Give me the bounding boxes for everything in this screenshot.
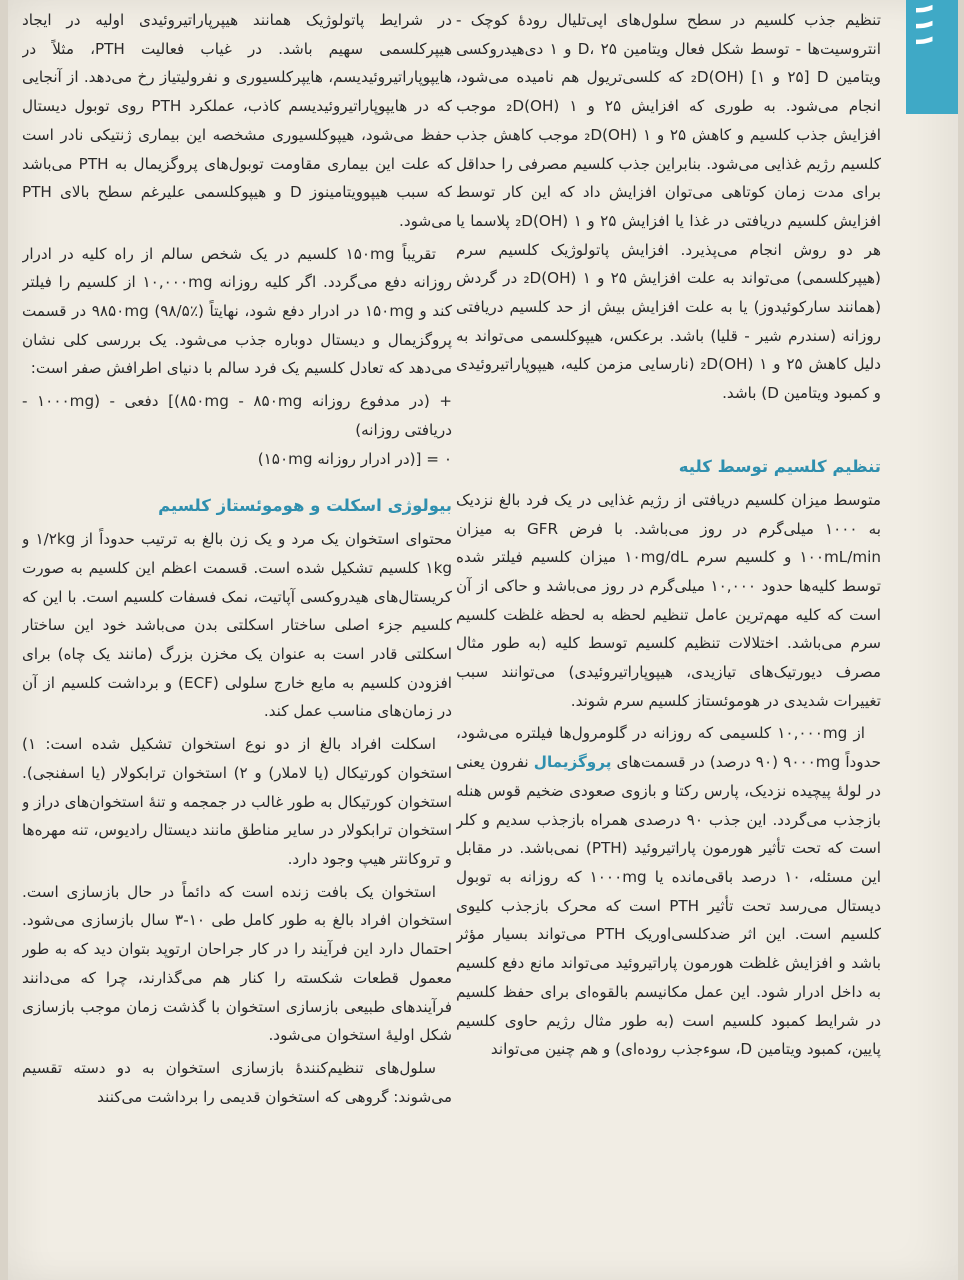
paragraph: محتوای استخوان یک مرد و یک زن بالغ به ترتیب حدوداً از ۱/۲kg و ۱kg کلسیم تشکیل شده است. قسمت اعظم این کلسیم به صورت کریستال‌های هیدروکسی آپاتیت، نمک فسفات کلسیم است. با این که کلسیم جزء اصلی ساختار اسکلتی بدن می‌باشد خود این ساختار اسکلتی قادر است به عنوان یک مخزن بزرگ (مانند یک چاه) برای افزودن کلسیم به مایع خارج سلولی (ECF) و برداشت کلسیم از آن در زمان‌های مناسب عمل کند. — [22, 530, 452, 721]
spacer — [456, 412, 881, 434]
side-tab-mark: ۱۱۱ — [909, 1, 940, 49]
paragraph: تنظیم جذب کلسیم در سطح سلول‌های اپی‌تلیال رودهٔ کوچک - انتروسیت‌ها - توسط شکل فعال ویتامین D، ۲۵ و ۱ دی‌هیدروکسی ویتامین D [۲۵ و ۱] (OH)₂D که کلسی‌تریول هم نامیده می‌شود، انجام می‌شود. به طوری که افزایش ۲۵ و ۱ (OH)₂D موجب افزایش جذب کلسیم و کاهش ۲۵ و ۱ (OH)₂D موجب کاهش جذب کلسیم رژیم غذایی می‌شود. بنابراین جذب کلسیم مصرفی را حداقل برای مدت زمان کوتاهی می‌توان افزایش داد که این کار توسط افزایش کلسیم دریافتی در غذا یا افزایش ۲۵ و ۱ (OH)₂D پلاسما یا هر دو روش انجام می‌پذیرد. افزایش پاتولوژیک کلسیم سرم (هیپرکلسمی) می‌تواند به علت افزایش ۲۵ و ۱ (OH)₂D در گردش (همانند سارکوئیدوز) یا به علت افزایش بیش از حد کلسیم دریافتی روزانه (سندرم شیر - قلیا) باشد. برعکس، هیپوکلسمی می‌تواند به دلیل کاهش ۲۵ و ۱ (OH)₂D (نارسایی مزمن کلیه، هیپوپاراتیروئیدی و کمبود ویتامین D) باشد. — [456, 11, 881, 403]
section-heading: بیولوژی اسکلت و هوموئستاز کلسیم — [158, 496, 452, 516]
right-column — [456, 6, 881, 1268]
paragraph: متوسط میزان کلسیم دریافتی از رژیم غذایی در یک فرد بالغ نزدیک به ۱۰۰۰ میلی‌گرم در روز می‌باشد. با فرض GFR به میزان ۱۰۰mL/min و کلسیم سرم ۱۰mg/dL میزان کلسیم فیلتر شده توسط کلیه‌ها حدود ۱۰,۰۰۰ میلی‌گرم در روز می‌باشد و حاکی از آن است که کلیه مهم‌ترین عامل تنظیم لحظه به لحظه غلظت کلسیم سرم می‌باشد. اختلالات تنظیم کلسیم توسط کلیه (به طور مثال مصرف دیورتیک‌های تیازیدی، هیپوپاراتیروئیدی) می‌توانند سبب تغییرات شدیدی در هوموئستاز کلسیم سرم شوند. — [456, 490, 881, 710]
paragraph: تقریباً ۱۵۰mg کلسیم در یک شخص سالم از راه کلیه در ادرار روزانه دفع می‌گردد. اگر کلیه روزانه ۱۰,۰۰۰mg از کلسیم را فیلتر کند و ۱۵۰mg در ادرار دفع شود، نهایتاً ۹۸۵۰mg (۹۸/۵٪) در قسمت پروگزیمال و دیستال دوباره جذب می‌شود. یک بررسی کلی نشان می‌دهد که تعادل کلسیم یک فرد سالم با دنیای اطرافش صفر است: — [22, 244, 452, 378]
equation-line: ۰ = [(در ادرار روزانه ۱۵۰mg) — [257, 449, 452, 468]
paragraph: سلول‌های تنظیم‌کنندهٔ بازسازی استخوان به دو دسته تقسیم می‌شوند: گروهی که استخوان قدیمی را برداشت می‌کنند — [22, 1058, 452, 1106]
left-column — [22, 6, 452, 1268]
key-term: پروگزیمال — [533, 753, 612, 772]
paragraph: در شرایط پاتولوژیک همانند هیپرپاراتیروئیدی اولیه در ایجاد هیپرکلسمی سهیم باشد. در غیاب فعالیت PTH، مثلاً در هایپوپاراتیروئیدیسم، هایپرکلسیوری و نفرولیتیاز رخ می‌دهد. از آنجایی که در هایپوپاراتیروئیدیسم کاذب، عملکرد PTH روی توبول دیستال حفظ می‌شود، هیپوکلسیوری مشخصه این بیماری ژنتیکی نادر است که علت این بیماری مقاومت توبول‌های پروگزیمال به PTH می‌باشد که سبب هیپوویتامینوز D و هیپوکلسمی علیرغم سطح بالای PTH می‌شود. — [22, 11, 452, 230]
paragraph — [456, 719, 881, 1063]
paragraph: اسکلت افراد بالغ از دو نوع استخوان تشکیل شده است: ۱) استخوان کورتیکال (یا لاملار) و ۲) استخوان ترابکولار (یا اسفنجی). استخوان کورتیکال به طور غالب در جمجمه و تنهٔ استخوان‌های دراز و استخوان ترابکولار در سایر مناطق مانند دیستال رادیوس، تنه مهره‌ها و تروکانتر هیپ وجود دارد. — [22, 735, 452, 868]
paragraph-text: نفرون یعنی در لولهٔ پیچیده نزدیک، پارس رکتا و بازوی صعودی ضخیم قوس هنله بازجذب می‌گردد. این جذب ۹۰ درصدی همراه بازجذب سدیم و کلر است که تحت تأثیر هورمون پاراتیروئید (PTH) نمی‌باشد. در مقابل این مسئله، ۱۰ درصد باقی‌مانده یا ۱۰۰۰mg که روزانه به توبول دیستال می‌رسد تحت تأثیر PTH است که محرک بازجذب کلیوی کلسیم است. این اثر ضدکلسی‌اوریک PTH می‌تواند بسیار مؤثر باشد و افزایش غلظت هورمون پاراتیروئید می‌تواند مانع دفع کلسیم به داخل ادرار شود. این عمل مکانیسم بالقوه‌ای برای حفظ کلسیم در شرایط کمبود کلسیم است (به طور مثال رژیم حاوی کلسیم پایین، کمبود ویتامین D، سوءجذب روده‌ای) و هم چنین می‌تواند — [456, 753, 881, 1059]
paragraph-text: از ۱۰,۰۰۰mg کلسیمی که روزانه در گلومرول‌ها فیلتره می‌شود، حدوداً ۹۰۰۰mg (۹۰ درصد) در قسمت‌های — [456, 724, 881, 772]
section-heading: تنظیم کلسیم توسط کلیه — [678, 456, 881, 476]
chapter-side-tab — [906, 0, 958, 114]
paragraph: استخوان یک بافت زنده است که دائماً در حال بازسازی است. استخوان افراد بالغ به طور کامل طی ۱۰-۳ سال بازسازی می‌شود. احتمال دارد این فرآیند را در کار جراحان ارتوپد بتوان دید که به طور معمول قطعات شکسته را کنار هم می‌گذارند، چرا که می‌دانند فرآیندهای طبیعی بازسازی استخوان با گذشت زمان موجب بازسازی شکل اولیهٔ استخوان می‌شود. — [22, 882, 452, 1045]
calcium-balance-equation — [22, 387, 452, 473]
book-page — [8, 0, 958, 1280]
equation-line: + (در مدفوع روزانه ۸۵۰mg - ۸۵۰mg)] دفعی - (۱۰۰۰mg - دریافتی روزانه) — [22, 392, 452, 439]
